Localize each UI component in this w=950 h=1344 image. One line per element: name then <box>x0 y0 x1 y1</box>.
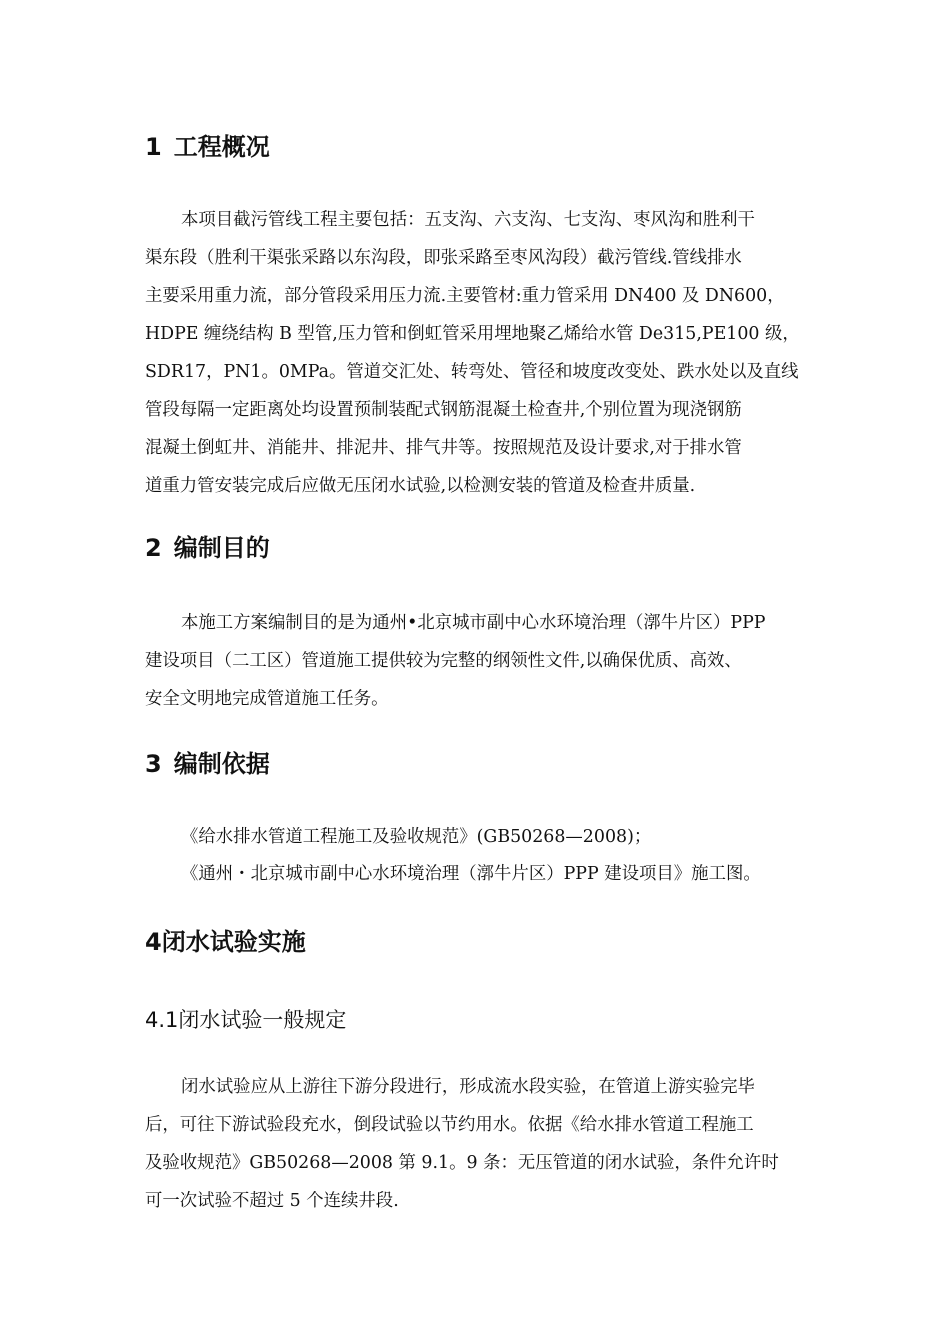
paragraph-line: SDR17，PN1。0MPa。管道交汇处、转弯处、管径和坡度改变处、跌水处以及直线 <box>145 362 799 382</box>
paragraph-line: 本项目截污管线工程主要包括：五支沟、六支沟、七支沟、枣风沟和胜利干 <box>181 210 755 230</box>
paragraph-line: 建设项目（二工区）管道施工提供较为完整的纲领性文件,以确保优质、高效、 <box>145 651 742 671</box>
heading-title: 闭水试验实施 <box>161 928 306 956</box>
heading-number: 2 <box>145 534 162 562</box>
reference-item: 《给水排水管道工程施工及验收规范》(GB50268—2008)； <box>181 827 652 847</box>
paragraph-line: 安全文明地完成管道施工任务。 <box>145 689 389 709</box>
paragraph-line: 混凝土倒虹井、消能井、排泥井、排气井等。按照规范及设计要求,对于排水管 <box>145 438 742 458</box>
subheading-title: 闭水试验一般规定 <box>178 1008 347 1032</box>
heading-section-3 <box>145 749 270 779</box>
paragraph-purpose <box>145 604 820 718</box>
heading-title: 工程概况 <box>173 133 270 161</box>
paragraph-line: 本施工方案编制目的是为通州•北京城市副中心水环境治理（漷牛片区）PPP <box>181 613 766 633</box>
heading-title: 编制目的 <box>173 534 270 562</box>
heading-number: 1 <box>145 133 162 161</box>
paragraph-closed-water-test-rules <box>145 1068 820 1220</box>
heading-section-1 <box>145 132 270 162</box>
heading-number: 3 <box>145 750 162 778</box>
paragraph-line: 渠东段（胜利干渠张采路以东沟段，即张采路至枣风沟段）截污管线.管线排水 <box>145 248 742 268</box>
paragraph-line: 主要采用重力流，部分管段采用压力流.主要管材:重力管采用 DN400 及 DN600， <box>145 286 785 306</box>
heading-title: 编制依据 <box>173 750 270 778</box>
paragraph-line: 道重力管安装完成后应做无压闭水试验,以检测安装的管道及检查井质量. <box>145 476 696 496</box>
paragraph-line: HDPE 缠绕结构 B 型管,压力管和倒虹管采用埋地聚乙烯给水管 De315,PE100 级， <box>145 324 800 344</box>
subheading-number: 4.1 <box>145 1008 179 1032</box>
paragraph-line: 可一次试验不超过 5 个连续井段. <box>145 1191 399 1211</box>
paragraph-line: 及验收规范》GB50268—2008 第 9.1。9 条：无压管道的闭水试验，条件允许时 <box>145 1153 779 1173</box>
paragraph-line: 管段每隔一定距离处均设置预制装配式钢筋混凝土检查井,个别位置为现浇钢筋 <box>145 400 742 420</box>
heading-section-4 <box>145 927 306 957</box>
heading-section-2 <box>145 533 270 563</box>
paragraph-line: 后，可往下游试验段充水，倒段试验以节约用水。依据《给水排水管道工程施工 <box>145 1115 754 1135</box>
heading-subsection-4-1 <box>145 1006 346 1034</box>
reference-item: 《通州・北京城市副中心水环境治理（漷牛片区）PPP 建设项目》施工图。 <box>181 864 761 884</box>
paragraph-line: 闭水试验应从上游往下游分段进行，形成流水段实验，在管道上游实验完毕 <box>181 1077 755 1097</box>
heading-number: 4 <box>145 928 162 956</box>
paragraph-project-overview <box>145 201 820 505</box>
